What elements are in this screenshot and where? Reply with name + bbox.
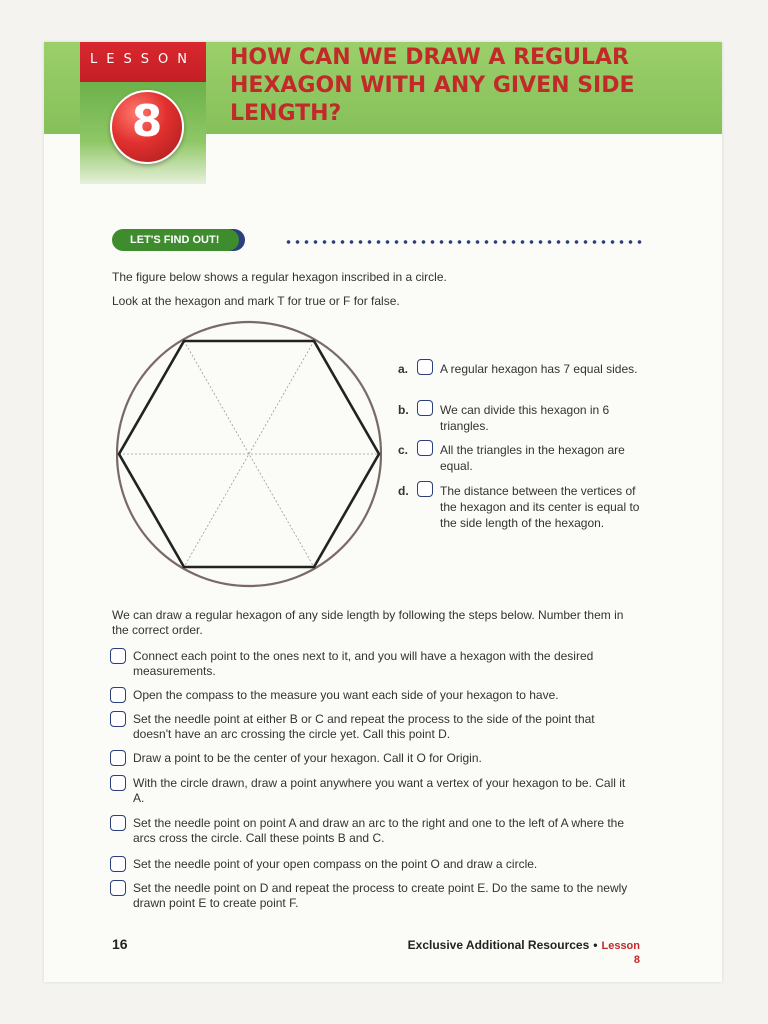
tf-letter: b. [398,403,409,417]
step-checkbox[interactable] [110,711,126,727]
tf-item-c [398,440,638,474]
lets-find-out-pill: LET'S FIND OUT! [112,229,239,251]
tf-text: All the triangles in the hexagon are equal. [440,443,625,473]
lesson-title: HOW CAN WE DRAW A REGULAR HEXAGON WITH ANY GIVEN SIDE LENGTH? [230,45,635,126]
step-checkbox[interactable] [110,880,126,896]
step-checkbox[interactable] [110,750,126,766]
step-checkbox[interactable] [110,815,126,831]
footer-separator: • [593,938,598,952]
tf-letter: c. [398,443,409,457]
lesson-word: LESSON [90,52,196,67]
tf-checkbox-b[interactable] [417,400,433,416]
dotted-divider [284,240,646,244]
footer-credit [400,938,640,966]
tf-text: A regular hexagon has 7 equal sides. [440,362,638,376]
steps-intro: We can draw a regular hexagon of any side length by following the steps below. Number them in the correct order. [112,608,624,637]
step-checkbox[interactable] [110,687,126,703]
tf-text: The distance between the vertices of the hexagon and its center is equal to the side length of the hexagon. [440,484,640,530]
tf-checkbox-d[interactable] [417,481,433,497]
tf-letter: d. [398,484,409,498]
hexagon-figure [116,316,382,592]
step-text: Set the needle point at either B or C and repeat the process to the side of the point that doesn't have an arc crossing the circle yet. Call this point D. [133,712,595,741]
step-checkbox[interactable] [110,648,126,664]
step-checkbox[interactable] [110,856,126,872]
footer-resource-label: Exclusive Additional Resources [407,938,590,952]
tf-checkbox-a[interactable] [417,359,433,375]
intro-line-2: Look at the hexagon and mark T for true or F for false. [112,294,400,308]
page-number: 16 [112,936,128,952]
tf-item-b [398,400,638,434]
tf-letter: a. [398,362,409,376]
step-text: Draw a point to be the center of your hexagon. Call it O for Origin. [133,751,482,765]
tf-item-d [398,481,638,547]
step-text: With the circle drawn, draw a point anywhere you want a vertex of your hexagon to be. Call it A. [133,776,626,805]
lesson-number: 8 [131,96,163,147]
step-text: Connect each point to the ones next to it, and you will have a hexagon with the desired measurements. [133,649,594,678]
tf-item-a [398,359,638,393]
step-text: Set the needle point on D and repeat the process to create point E. Do the same to the newly drawn point E to create point F. [133,881,628,910]
intro-line-1: The figure below shows a regular hexagon inscribed in a circle. [112,270,447,284]
step-checkbox[interactable] [110,775,126,791]
tf-checkbox-c[interactable] [417,440,433,456]
hexagon-diagonals [119,341,379,567]
step-text: Set the needle point of your open compass on the point O and draw a circle. [133,857,538,871]
step-text: Open the compass to the measure you want each side of your hexagon to have. [133,688,559,702]
footer-lesson-label: Lesson 8 [601,940,640,966]
step-text: Set the needle point on point A and draw an arc to the right and one to the left of A where the arcs cross the circle. Call these points B and C. [133,816,625,845]
tf-text: We can divide this hexagon in 6 triangles. [440,403,610,433]
